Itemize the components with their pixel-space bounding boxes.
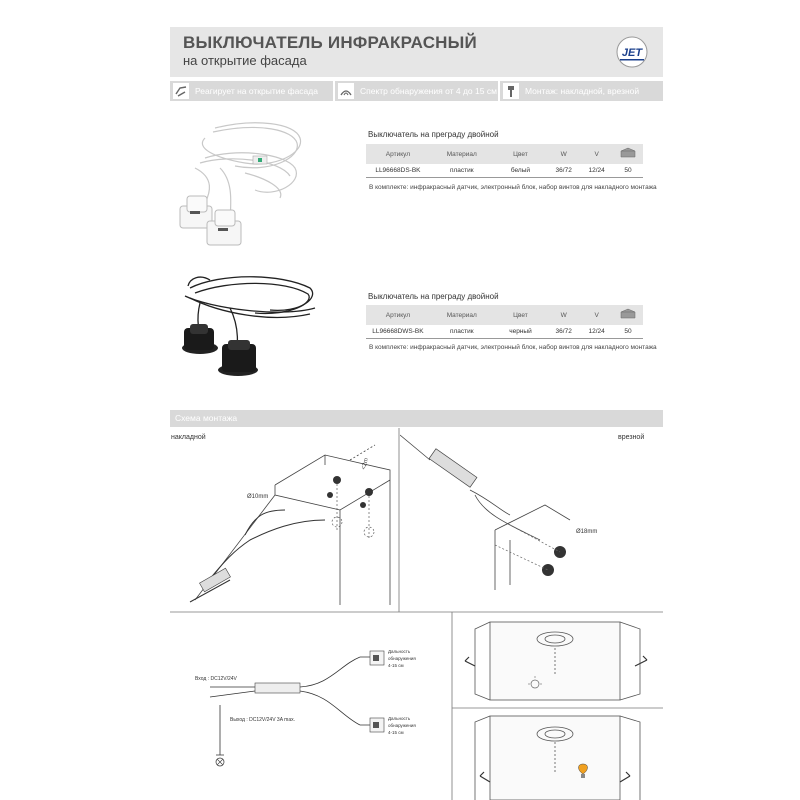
- table-cell: черный: [494, 325, 548, 339]
- table-cell: 50: [613, 325, 643, 339]
- product-image-white: [175, 118, 315, 250]
- svg-text:JET: JET: [621, 47, 643, 59]
- overlay-mount-label: накладной: [171, 434, 206, 441]
- feature-divider: [333, 81, 335, 101]
- scheme-title: Схема монтажа: [175, 413, 238, 423]
- column-header: V: [580, 144, 613, 164]
- svg-text:4-15 см: 4-15 см: [388, 663, 404, 668]
- column-header: V: [580, 305, 613, 325]
- table-cell: LL96668DS-BK: [366, 164, 430, 178]
- feature-item: Спектр обнаружения от 4 до 15 см: [338, 83, 497, 99]
- column-header: Артикул: [366, 144, 430, 164]
- svg-text:Вход : DC12V/24V: Вход : DC12V/24V: [195, 676, 237, 682]
- svg-text:<2m: <2m: [361, 457, 370, 471]
- svg-text:4-15 см: 4-15 см: [388, 730, 404, 735]
- column-header: W: [547, 144, 580, 164]
- door-open-illustration: [455, 614, 663, 708]
- brand-logo: [612, 35, 652, 69]
- column-header: Цвет: [494, 144, 548, 164]
- page-title: ВЫКЛЮЧАТЕЛЬ ИНФРАКРАСНЫЙ: [183, 33, 477, 52]
- scheme-header-band: [170, 410, 663, 427]
- svg-text:Ø18mm: Ø18mm: [576, 529, 598, 535]
- column-header: W: [547, 305, 580, 325]
- kit-note: В комплекте: инфракрасный датчик, электронный блок, набор винтов для накладного монтажа: [369, 184, 657, 191]
- product-title: Выключатель на преграду двойной: [368, 292, 499, 301]
- column-header: Артикул: [366, 305, 430, 325]
- recessed-mount-label: врезной: [618, 434, 645, 441]
- column-header: Цвет: [494, 305, 548, 325]
- product-title: Выключатель на преграду двойной: [368, 130, 499, 139]
- svg-text:Дальность: Дальность: [388, 649, 411, 654]
- svg-text:Ø10mm: Ø10mm: [247, 494, 269, 500]
- table-cell: LL96668DWS-BK: [366, 325, 430, 339]
- hand-open-icon: [173, 83, 189, 99]
- package-icon: [613, 305, 643, 325]
- product-image-black: [170, 268, 320, 380]
- spec-table: [366, 305, 643, 339]
- svg-text:обнаружения: обнаружения: [388, 723, 416, 728]
- column-header: Материал: [430, 144, 494, 164]
- mounting-icon: [503, 83, 519, 99]
- door-closed-illustration: [455, 712, 663, 800]
- table-cell: белый: [494, 164, 548, 178]
- spec-table: [366, 144, 643, 178]
- table-row: [366, 325, 643, 339]
- wiring-diagram: [190, 625, 450, 800]
- column-header: Материал: [430, 305, 494, 325]
- kit-note: В комплекте: инфракрасный датчик, электронный блок, набор винтов для накладного монтажа: [369, 344, 657, 351]
- table-cell: пластик: [430, 164, 494, 178]
- table-cell: 36/72: [547, 325, 580, 339]
- table-cell: 36/72: [547, 164, 580, 178]
- svg-text:обнаружения: обнаружения: [388, 656, 416, 661]
- feature-divider: [498, 81, 500, 101]
- table-cell: 12/24: [580, 325, 613, 339]
- package-icon: [613, 144, 643, 164]
- feature-item: Монтаж: накладной, врезной: [503, 83, 639, 99]
- detection-range-icon: [338, 83, 354, 99]
- svg-text:Дальность: Дальность: [388, 716, 411, 721]
- table-cell: пластик: [430, 325, 494, 339]
- feature-item: Реагирует на открытие фасада: [173, 83, 318, 99]
- recessed-mount-diagram: [400, 430, 663, 612]
- page-subtitle: на открытие фасада: [183, 53, 307, 68]
- svg-text:Выход : DC12V/24V 3A max.: Выход : DC12V/24V 3A max.: [230, 717, 295, 723]
- overlay-mount-diagram: [175, 440, 397, 612]
- table-cell: 12/24: [580, 164, 613, 178]
- table-row: [366, 164, 643, 178]
- table-cell: 50: [613, 164, 643, 178]
